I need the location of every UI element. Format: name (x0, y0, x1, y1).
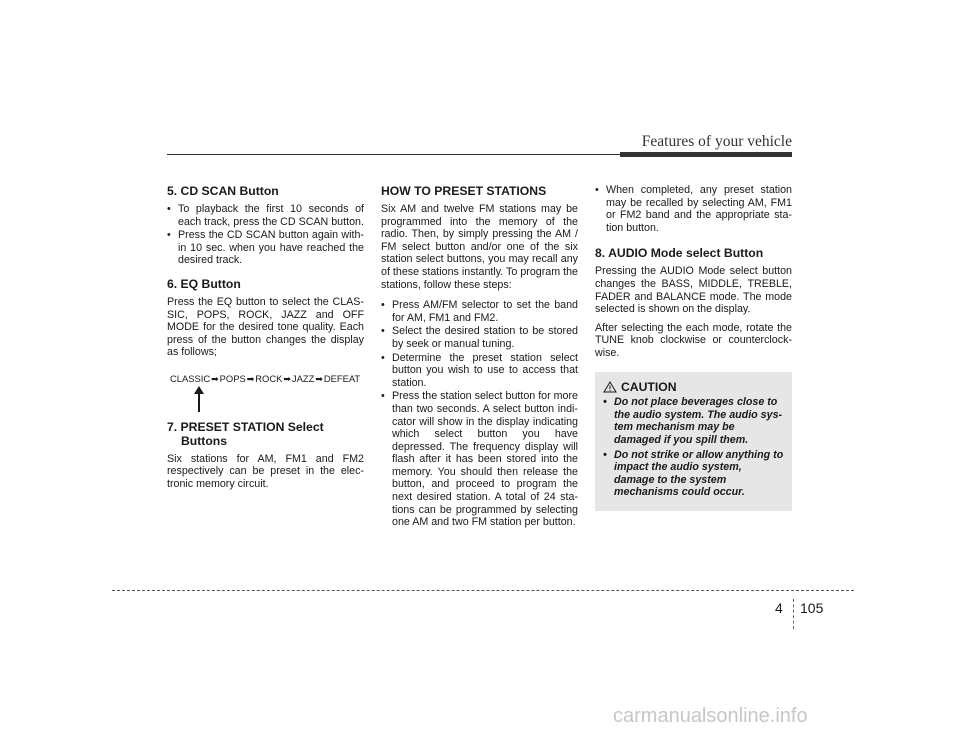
list-item: • Select the desired station to be stored by seek or manual tuning. (381, 325, 578, 350)
eq-mode-sequence (170, 373, 364, 386)
list-item: • Press the CD SCAN button again with-in 10 sec. when you have reached the desired track. (167, 229, 364, 267)
caution-list (603, 396, 784, 499)
caution-box (595, 372, 792, 511)
eq-mode-classic: CLASSIC (170, 372, 211, 384)
column-middle (381, 184, 578, 539)
eq-mode-pops: POPS (219, 372, 246, 384)
footer-divider (112, 590, 854, 591)
cd-scan-list (167, 203, 364, 267)
caution-header (603, 381, 784, 394)
audio-mode-heading: 8. AUDIO Mode select Button (595, 246, 764, 261)
right-arrow-icon: ➡ (283, 373, 291, 384)
preset-heading (167, 420, 364, 448)
eq-mode-jazz: JAZZ (291, 372, 315, 384)
eq-mode-defeat: DEFEAT (323, 372, 361, 384)
how-to-preset-body: Six AM and twelve FM stations may be programmed into the memory of the radio. Then, by simply pressing the AM / FM select button and/or one of the six station select buttons, you may recall any of these stations instantly. To program the stations, follow these steps: (381, 203, 578, 291)
header-accent-bar (620, 152, 792, 157)
preset-heading-line1: 7. PRESET STATION Select (167, 419, 324, 434)
preset-heading-line2: Buttons (181, 433, 228, 448)
how-to-preset-heading: HOW TO PRESET STATIONS (381, 184, 547, 198)
column-right (595, 184, 792, 511)
eq-body: Press the EQ button to select the CLAS-SIC, POPS, ROCK, JAZZ and OFF MODE for the desired tone quality. Each press of the button changes the display as follows; (167, 295, 364, 359)
page-number: 105 (800, 600, 824, 616)
watermark: carmanualsonline.info (613, 705, 808, 727)
right-arrow-icon: ➡ (211, 373, 219, 384)
page-header-title: Features of your vehicle (641, 133, 792, 150)
audio-mode-body-2: After selecting the each mode, rotate the TUNE knob clockwise or counterclock-wise. (595, 321, 792, 359)
audio-mode-body: Pressing the AUDIO Mode select button changes the BASS, MIDDLE, TREBLE, FADER and BALANCE mode. The mode selected is shown on the display. (595, 265, 792, 316)
right-arrow-icon: ➡ (246, 373, 255, 384)
right-arrow-icon: ➡ (315, 373, 323, 384)
recall-list (595, 184, 792, 234)
list-item: • Do not place beverages close to the audio system. The audio sys-tem mechanism may be damaged if you spill them. (603, 396, 784, 446)
list-item: • To playback the first 10 seconds of each track, press the CD SCAN button. (167, 203, 364, 228)
eq-heading: 6. EQ Button (167, 276, 241, 291)
warning-triangle-icon (603, 381, 617, 393)
cd-scan-heading: 5. CD SCAN Button (167, 184, 279, 198)
section-number: 4 (775, 600, 783, 616)
caution-title: CAUTION (621, 379, 677, 394)
preset-body: Six stations for AM, FM1 and FM2 respectively can be preset in the elec-tronic memory circuit. (167, 452, 364, 490)
list-item: • When completed, any preset station may be recalled by selecting AM, FM1 or FM2 band and the appropriate sta-tion button. (595, 184, 792, 234)
column-left (167, 184, 364, 496)
list-item: • Do not strike or allow anything to impact the audio system, damage to the system mechanisms could occur. (603, 449, 784, 499)
list-item: • Determine the preset station select button you wish to use to access that station. (381, 352, 578, 390)
footer-separator (793, 599, 794, 629)
list-item: • Press AM/FM selector to set the band for AM, FM1 and FM2. (381, 299, 578, 324)
eq-mode-rock: ROCK (255, 372, 283, 384)
list-item: • Press the station select button for more than two seconds. A select button indi-cator will show in the display indicating which select button you have depressed. The frequency display will flash after it has been stored into the memory. You should then release the button, and proceed to program the next desired station. A total of 24 sta-tions can be programmed by selecting one AM and two FM station per button. (381, 390, 578, 529)
preset-steps-list (381, 299, 578, 529)
loop-back-arrow-icon (194, 386, 234, 412)
